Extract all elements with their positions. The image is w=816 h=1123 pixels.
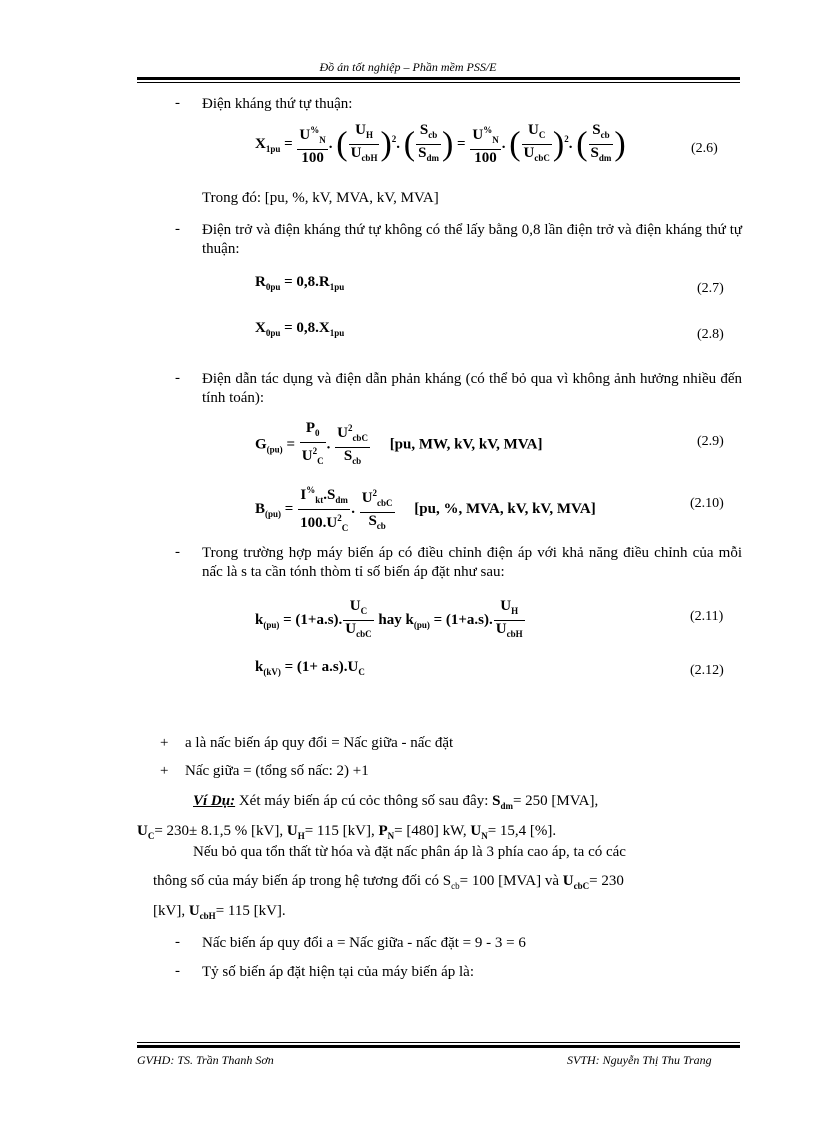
example-line: Ví Dụ: Xét máy biến áp cú cỏc thông số sau đây: $S_{dm}= 250$ [MVA],	[193, 793, 599, 811]
uc-value: = 230± 8.1,5 % [kV],	[154, 823, 284, 839]
item-text: Trong trường hợp máy biến áp có điều chỉnh điện áp với khả năng điều chỉnh của mỗi nấc là s ta cần tónh thòm tỉ số biến áp đặt như sau:	[202, 545, 742, 580]
equation-number: (2.6)	[691, 141, 718, 156]
bullet-dash: -	[175, 934, 180, 950]
paragraph-line: thông số của máy biến áp trong hệ tương đối có $S_{cb}= 100$ [MVA] và $U_{cbC}= 230$	[153, 873, 624, 891]
footer-left: GVHD: TS. Trần Thanh Sơn	[137, 1053, 274, 1067]
uh-value: = 115 [kV],	[304, 823, 375, 839]
pn-value: = [480] kW,	[394, 823, 467, 839]
example-params: $U_C= 230\pm 8.1,5$ % [kV], $U_H= 115$ [kV], $P_N= [480]$ kW, $U_N= 15,4$ [%].	[137, 823, 557, 841]
footer-right: SVTH: Nguyễn Thị Thu Trang	[567, 1053, 712, 1067]
footer-rule-thin	[137, 1042, 740, 1043]
equation-number: (2.10)	[690, 496, 724, 511]
sdm-value: = 250 [MVA],	[512, 793, 599, 809]
equation-2-11: $k_{(pu)} = (1+a.s)$. $\frac{U_C}{U_{cbC}}$ hay $k_{(pu)} = (1+a.s)$. $\frac{U_H}{U_{cbH}}$	[255, 598, 523, 639]
bullet-dash: -	[175, 544, 180, 560]
equation-2-10: $B_{(pu)}$ = $\frac{I^{\%}_{kt}.S_{dm}}{100.U^2_C}$ . $\frac{U^2_{cbC}}{S_{cb}}$ [pu, %, MVA, kV, kV, MVA]	[255, 482, 596, 537]
plus-item-text: Nấc giữa = (tổng số nấc: 2) +1	[185, 763, 369, 779]
equation-2-9: $G_{(pu)}$ = $\frac{P_0}{U^2_C}$ . $\frac{U^2_{cbC}}{S_{cb}}$ [pu, MW, kV, kV, MVA]	[255, 420, 543, 466]
item-text: Điện kháng thứ tự thuận:	[202, 96, 353, 112]
paragraph-line: [kV], $U_{cbH}= 115$ [kV].	[153, 903, 286, 921]
equation-number: (2.9)	[697, 434, 724, 449]
equation-2-7: $R_{0pu} = 0,8.R_{1pu}$	[255, 274, 345, 292]
bullet-dash: -	[175, 963, 180, 979]
equation-2-6: $X_{1pu}$ = $\frac{U^{\%}_N}{100}$ . ( $\frac{U_H}{U_{cbH}}$ )$^2$. ( $\frac{S_{cb}}{S_{dm}}$ ) = $\frac{U^{\%}_N}{100}$ . ( $\frac{U_C}{U_{cbC}}$ )$^2$. ( $\frac{S_{cb}}{S_{dm}}$ )	[255, 122, 626, 166]
where-text: Trong đó: [pu, %, kV, MVA, kV, MVA]	[202, 190, 439, 206]
equation-2-8: $X_{0pu} = 0,8.X_{1pu}$	[255, 320, 345, 338]
bullet-dash: -	[175, 221, 180, 237]
units-2-10: [pu, %, MVA, kV, kV, MVA]	[414, 500, 596, 517]
hay-word: hay	[378, 611, 402, 628]
header-rule-thin	[137, 82, 740, 83]
equation-number: (2.12)	[690, 663, 724, 678]
un-value: = 15,4 [%].	[487, 823, 557, 839]
item-text: Nấc biến áp quy đổi a = Nấc giữa - nấc đặt = 9 - 3 = 6	[202, 935, 526, 951]
footer-rule	[137, 1045, 740, 1048]
para-text: = 230	[589, 873, 624, 889]
equation-2-12: $k_{(kV)} = (1+ a.s).U_C$	[255, 659, 365, 677]
para-text: [kV],	[153, 903, 186, 919]
para-text: = 115 [kV].	[215, 903, 286, 919]
equation-number: (2.11)	[690, 609, 724, 624]
item-text: Tỷ số biến áp đặt hiện tại của máy biến áp là:	[202, 964, 474, 980]
header-rule	[137, 77, 740, 80]
page-header: Đồ án tốt nghiệp – Phần mềm PSS/E	[319, 60, 497, 74]
item-text: Điện trở và điện kháng thứ tự không có thể lấy bằng 0,8 lần điện trở và điện kháng thứ tự thuận:	[202, 222, 742, 257]
para-text: = 100 [MVA] và	[459, 873, 560, 889]
equation-number: (2.8)	[697, 327, 724, 342]
bullet-dash: -	[175, 370, 180, 386]
example-text: Xét máy biến áp cú cỏc thông số sau đây:	[238, 793, 489, 809]
units-2-9: [pu, MW, kV, kV, MVA]	[389, 436, 543, 453]
plus-item-text: a là nấc biến áp quy đổi = Nấc giữa - nấc đặt	[185, 735, 454, 751]
plus-bullet: +	[160, 763, 169, 779]
item-text: Điện dẫn tác dụng và điện dẫn phản kháng (có thể bỏ qua vì không ảnh hưởng nhiều đến tính toán):	[202, 371, 742, 406]
example-label: Ví Dụ:	[193, 793, 236, 809]
plus-bullet: +	[160, 735, 169, 751]
equation-number: (2.7)	[697, 281, 724, 296]
para-text: thông số của máy biến áp trong hệ tương đối có S	[153, 873, 452, 889]
paragraph-line: Nếu bỏ qua tổn thất từ hóa và đặt nấc phân áp là 3 phía cao áp, ta có các	[193, 844, 626, 860]
bullet-dash: -	[175, 95, 180, 111]
